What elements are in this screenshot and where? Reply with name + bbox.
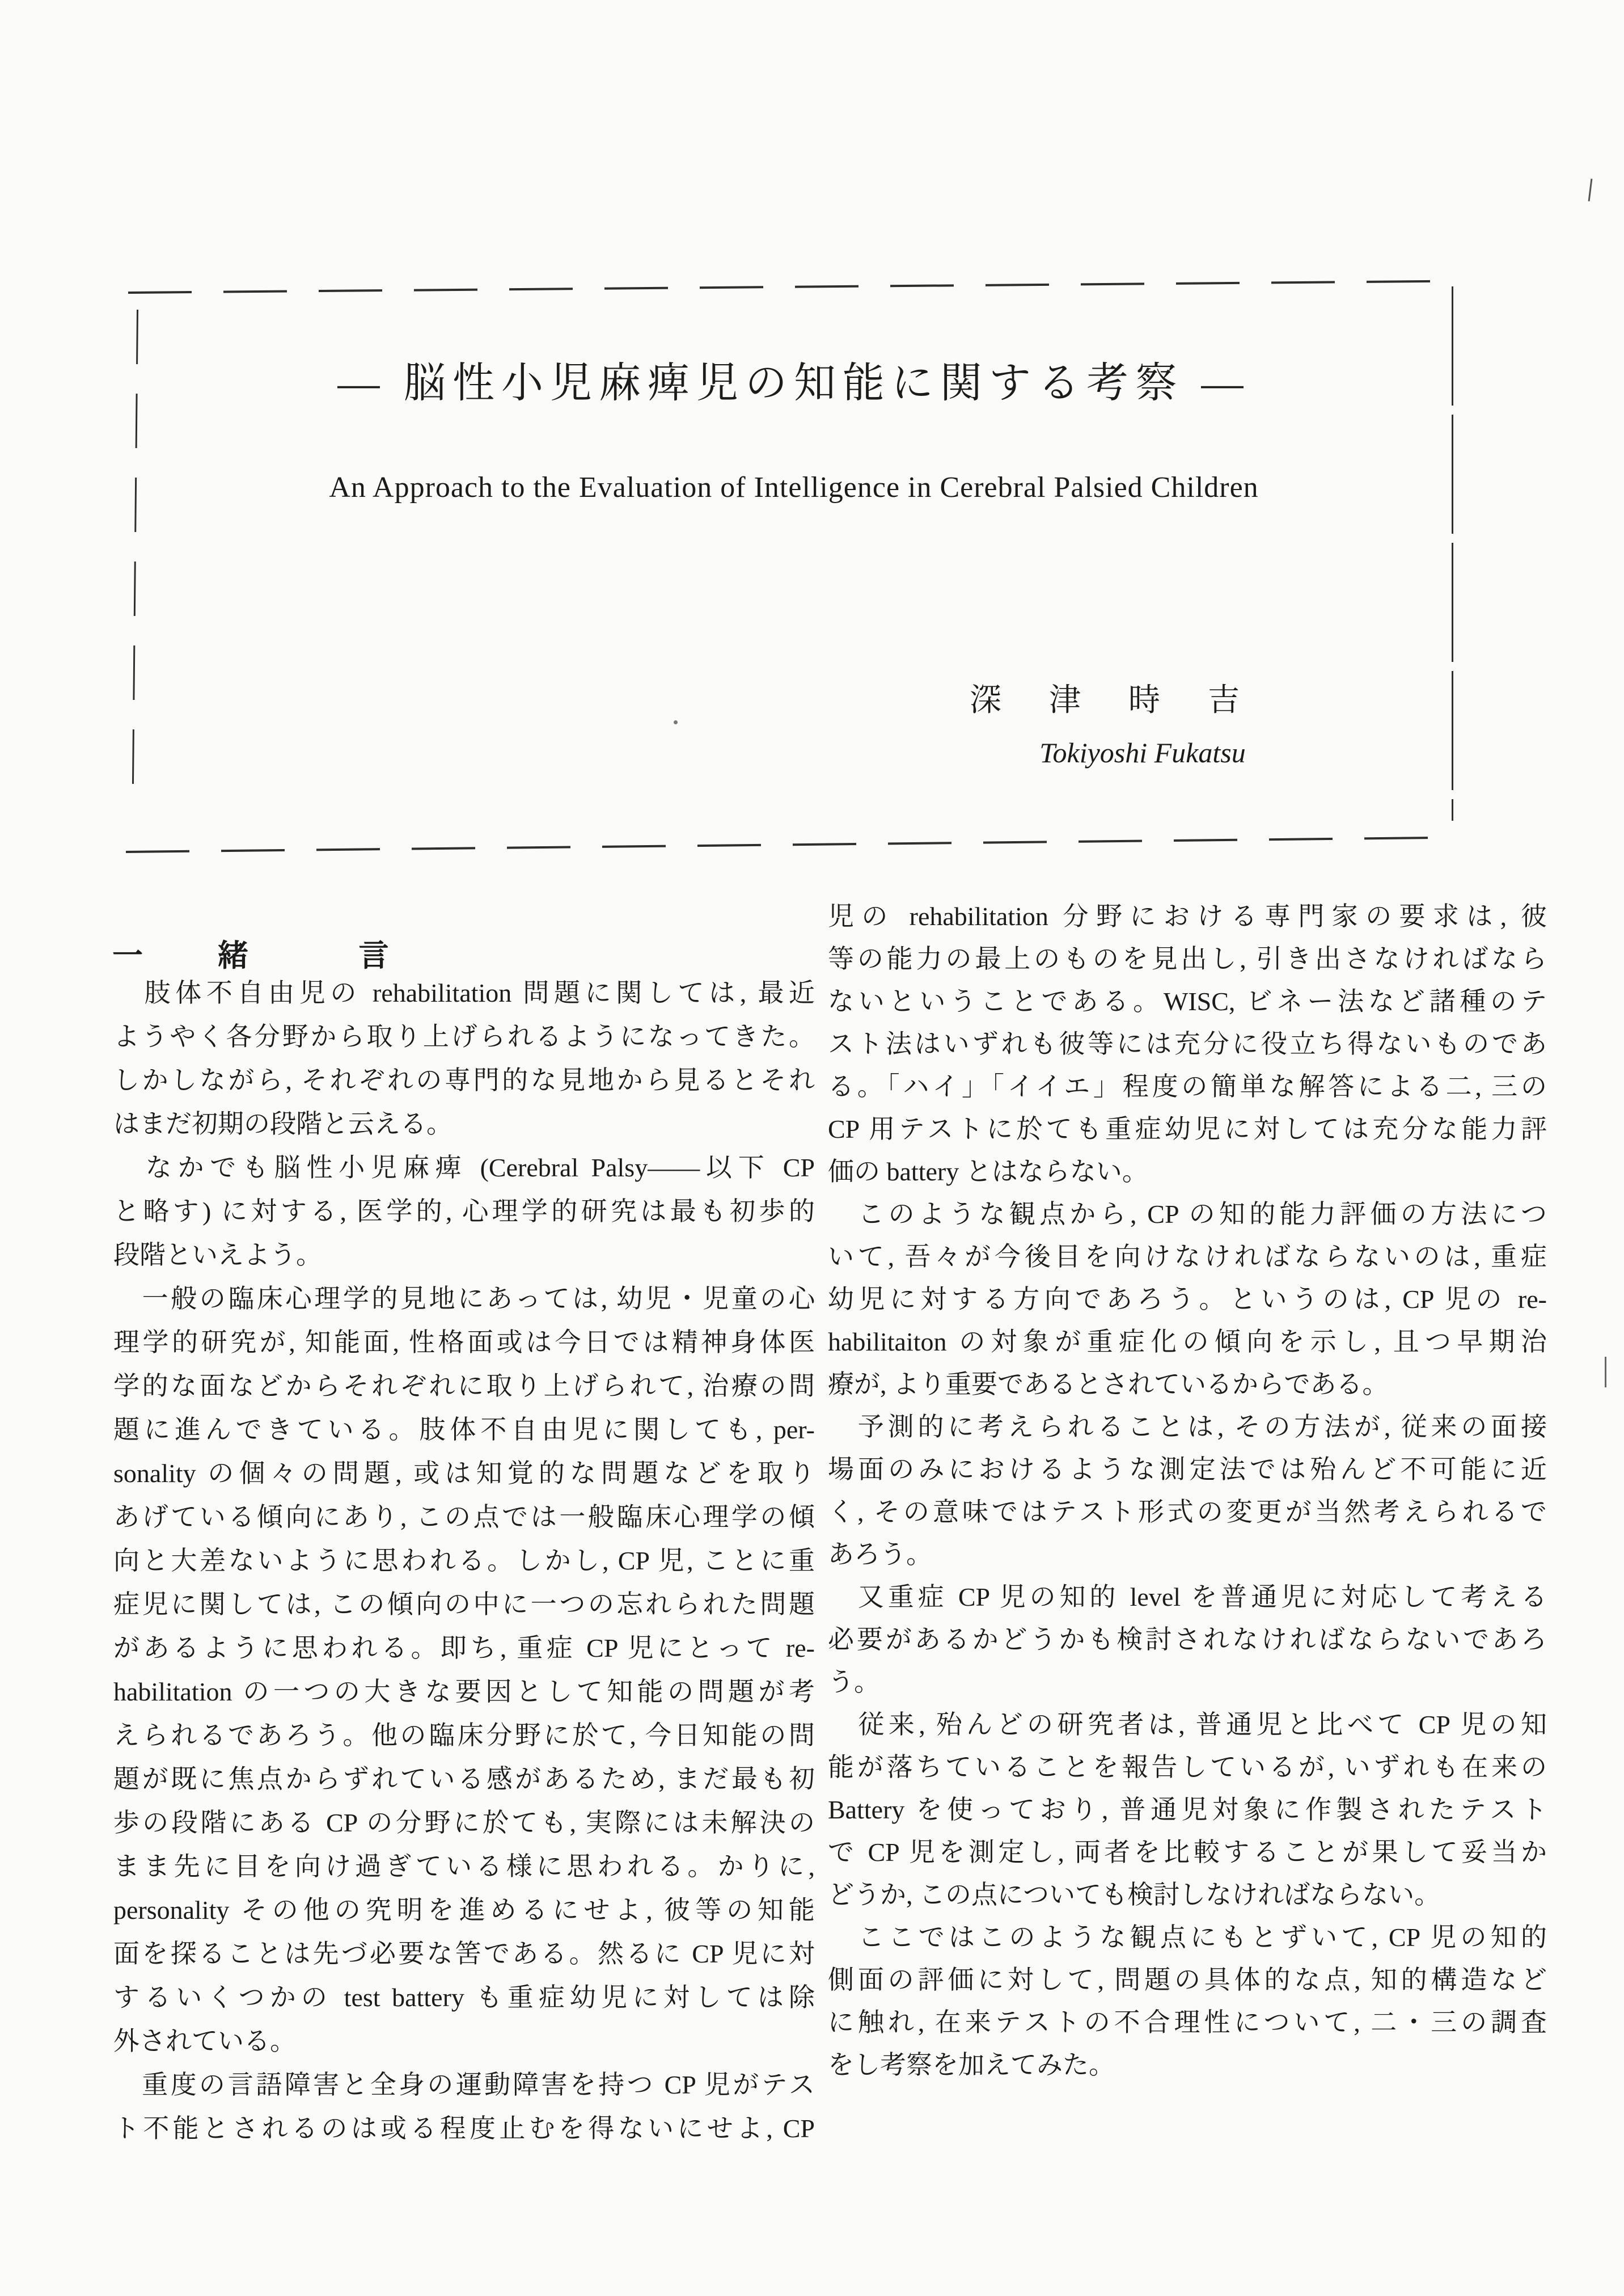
text-line: まま先に目を向け過ぎている様に思われる。かりに, <box>113 1852 815 1881</box>
article-title-japanese: — 脳性小児麻痺児の知能に関する考察 — <box>337 360 1250 407</box>
text-line: で CP 児を測定し, 両者を比較することが果して妥当か <box>828 1838 1547 1867</box>
text-line: sonality の個々の問題, 或は知覚的な問題などを取り <box>113 1459 815 1488</box>
text-line: く, その意味ではテスト形式の変更が当然考えられるで <box>828 1497 1547 1526</box>
article-title-english: An Approach to the Evaluation of Intelligence in Cerebral Palsied Children <box>329 471 1259 504</box>
text-line: 等の能力の最上のものを見出し, 引き出さなければなら <box>828 944 1547 973</box>
right-text-column <box>828 895 1547 2086</box>
scan-artifact <box>1605 1357 1606 1387</box>
title-box-bottom-border <box>126 837 1457 853</box>
text-line: はまだ初期の段階と云える。 <box>113 1109 452 1138</box>
text-line: ようやく各分野から取り上げられるようになってきた。 <box>113 1022 815 1051</box>
text-line: る。「ハイ」「イイエ」程度の簡単な解答による二, 三の <box>828 1072 1547 1101</box>
text-line: 価の battery とはならない。 <box>828 1157 1148 1186</box>
text-line: 学的な面などからそれぞれに取り上げられて, 治療の問 <box>113 1371 815 1400</box>
text-line: 外されている。 <box>113 2027 296 2056</box>
author-name-japanese: 深 津 時 吉 <box>970 683 1247 718</box>
text-line: するいくつかの test battery も重症幼児に対しては除 <box>113 1983 815 2012</box>
text-line: しかしながら, それぞれの専門的な見地から見るとそれ <box>113 1066 815 1095</box>
text-line: う。 <box>828 1668 880 1696</box>
scan-artifact <box>674 720 678 724</box>
text-line: 必要があるかどうかも検討されなければならないであろ <box>828 1625 1547 1654</box>
text-line: ここではこのような観点にもとずいて, CP 児の知的 <box>828 1923 1547 1952</box>
text-line: なかでも脳性小児麻痺 (Cerebral Palsy——以下 CP <box>113 1153 815 1182</box>
text-line: をし考察を加えてみた。 <box>828 2050 1115 2079</box>
text-line: habilitation の一つの大きな要因として知能の問題が考 <box>113 1677 815 1706</box>
text-line: CP 用テストに於ても重症幼児に対しては充分な能力評 <box>828 1115 1547 1143</box>
section-title: 緒 言 <box>218 939 429 973</box>
text-line: 歩の段階にある CP の分野に於ても, 実際には未解決の <box>113 1808 815 1837</box>
text-line: 症児に関しては, この傾向の中に一つの忘れられた問題 <box>113 1590 815 1619</box>
text-line: Battery を使っており, 普通児対象に作製されたテスト <box>828 1795 1547 1824</box>
text-line: いて, 吾々が今後目を向けなければならないのは, 重症 <box>828 1242 1547 1271</box>
text-line: スト法はいずれも彼等には充分に役立ち得ないものであ <box>828 1029 1547 1058</box>
text-line: ト不能とされるのは或る程度止むを得ないにせよ, CP <box>113 2114 815 2143</box>
text-line: 肢体不自由児の rehabilitation 問題に関しては, 最近 <box>113 978 815 1007</box>
text-line: 幼児に対する方向であろう。というのは, CP 児の re- <box>828 1285 1547 1314</box>
title-box-top-border <box>128 280 1455 294</box>
left-text-column <box>113 971 815 2150</box>
text-line: 療が, より重要であるとされているからである。 <box>828 1370 1389 1399</box>
text-line: 児の rehabilitation 分野における専門家の要求は, 彼 <box>828 902 1547 931</box>
text-line: 又重症 CP 児の知的 level を普通児に対応して考える <box>828 1582 1547 1611</box>
text-line: 予測的に考えられることは, その方法が, 従来の面接 <box>828 1412 1547 1441</box>
text-line: 理学的研究が, 知能面, 性格面或は今日では精神身体医 <box>113 1328 815 1357</box>
text-line: と略す) に対する, 医学的, 心理学的研究は最も初歩的 <box>113 1197 815 1226</box>
text-line: どうか, この点についても検討しなければならない。 <box>828 1880 1441 1909</box>
text-line: ないということである。WISC, ビネー法など諸種のテ <box>828 987 1547 1016</box>
section-number: 一 <box>112 939 143 973</box>
title-box-right-border <box>1452 286 1453 821</box>
text-line: に触れ, 在来テストの不合理性について, 二・三の調査 <box>828 2008 1547 2037</box>
text-line: あげている傾向にあり, この点では一般臨床心理学の傾 <box>113 1502 815 1531</box>
text-line: 場面のみにおけるような測定法では殆んど不可能に近 <box>828 1455 1547 1484</box>
section-heading <box>112 931 429 975</box>
text-line: personality その他の究明を進めるにせよ, 彼等の知能 <box>113 1896 815 1924</box>
text-line: 段階といえよう。 <box>113 1240 322 1269</box>
text-line: があるように思われる。即ち, 重症 CP 児にとって re- <box>113 1634 815 1662</box>
text-line: 重度の言語障害と全身の運動障害を持つ CP 児がテス <box>113 2070 815 2099</box>
text-line: このような観点から, CP の知的能力評価の方法につ <box>828 1200 1547 1229</box>
text-line: 向と大差ないように思われる。しかし, CP 児, ことに重 <box>113 1546 815 1575</box>
scan-artifact <box>1588 179 1593 201</box>
text-line: 題に進んできている。肢体不自由児に関しても, per- <box>113 1415 815 1444</box>
text-line: 題が既に焦点からずれている感があるため, まだ最も初 <box>113 1765 815 1793</box>
text-line: 面を探ることは先づ必要な筈である。然るに CP 児に対 <box>113 1939 815 1968</box>
text-line: 一般の臨床心理学的見地にあっては, 幼児・児童の心 <box>113 1284 815 1313</box>
author-name-romanized: Tokiyoshi Fukatsu <box>1039 737 1246 769</box>
text-line: えられるであろう。他の臨床分野に於て, 今日知能の問 <box>113 1721 815 1750</box>
text-line: 側面の評価に対して, 問題の具体的な点, 知的構造など <box>828 1965 1547 1994</box>
text-line: 能が落ちていることを報告しているが, いずれも在来の <box>828 1753 1547 1782</box>
text-line: 従来, 殆んどの研究者は, 普通児と比べて CP 児の知 <box>828 1710 1547 1739</box>
text-line: habilitaiton の対象が重症化の傾向を示し, 且つ早期治 <box>828 1327 1547 1356</box>
text-line: あろう。 <box>828 1540 932 1569</box>
